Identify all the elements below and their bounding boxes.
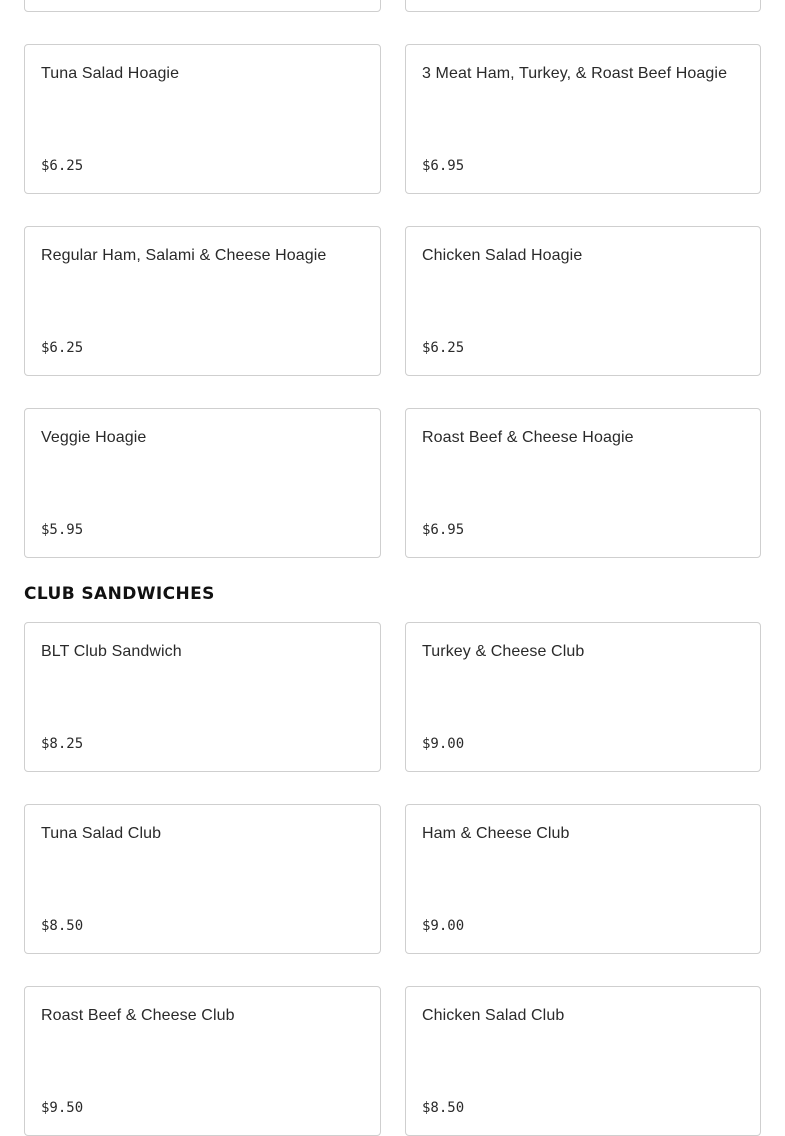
menu-item-card[interactable] <box>24 44 381 194</box>
menu-item-name: Roast Beef & Cheese Hoagie <box>422 429 634 446</box>
menu-item-card-partial[interactable] <box>405 0 761 12</box>
menu-item-card[interactable] <box>405 804 761 954</box>
menu-item-price: $8.25 <box>41 736 84 752</box>
menu-item-name: Ham & Cheese Club <box>422 825 570 842</box>
menu-item-price: $8.50 <box>422 1100 465 1116</box>
menu-item-price: $9.50 <box>41 1100 84 1116</box>
menu-item-card[interactable] <box>405 986 761 1136</box>
menu-item-card[interactable] <box>24 408 381 558</box>
menu-item-card-partial[interactable] <box>24 0 381 12</box>
menu-item-card[interactable] <box>405 44 761 194</box>
menu-item-price: $9.00 <box>422 918 465 934</box>
menu-item-price: $5.95 <box>41 522 84 538</box>
section-heading-club-sandwiches: CLUB SANDWICHES <box>24 584 215 604</box>
menu-item-card[interactable] <box>405 622 761 772</box>
menu-item-name: Tuna Salad Club <box>41 825 162 842</box>
menu-item-name: 3 Meat Ham, Turkey, & Roast Beef Hoagie <box>422 65 728 82</box>
menu-item-name: Tuna Salad Hoagie <box>41 65 180 82</box>
menu-item-price: $6.25 <box>422 340 465 356</box>
menu-item-price: $6.25 <box>41 340 84 356</box>
menu-item-name: Turkey & Cheese Club <box>422 643 585 660</box>
menu-item-card[interactable] <box>24 622 381 772</box>
menu-item-name: Regular Ham, Salami & Cheese Hoagie <box>41 247 327 264</box>
menu-item-card[interactable] <box>405 226 761 376</box>
menu-item-price: $6.25 <box>41 158 84 174</box>
menu-item-card[interactable] <box>24 986 381 1136</box>
menu-item-price: $6.95 <box>422 158 465 174</box>
menu-item-price: $6.95 <box>422 522 465 538</box>
menu-item-name: BLT Club Sandwich <box>41 643 182 660</box>
menu-item-name: Roast Beef & Cheese Club <box>41 1007 235 1024</box>
menu-item-name: Chicken Salad Club <box>422 1007 565 1024</box>
menu-item-card[interactable] <box>405 408 761 558</box>
menu-item-price: $9.00 <box>422 736 465 752</box>
menu-item-card[interactable] <box>24 804 381 954</box>
menu-item-name: Chicken Salad Hoagie <box>422 247 583 264</box>
menu-item-name: Veggie Hoagie <box>41 429 147 446</box>
menu-item-card[interactable] <box>24 226 381 376</box>
menu-item-price: $8.50 <box>41 918 84 934</box>
